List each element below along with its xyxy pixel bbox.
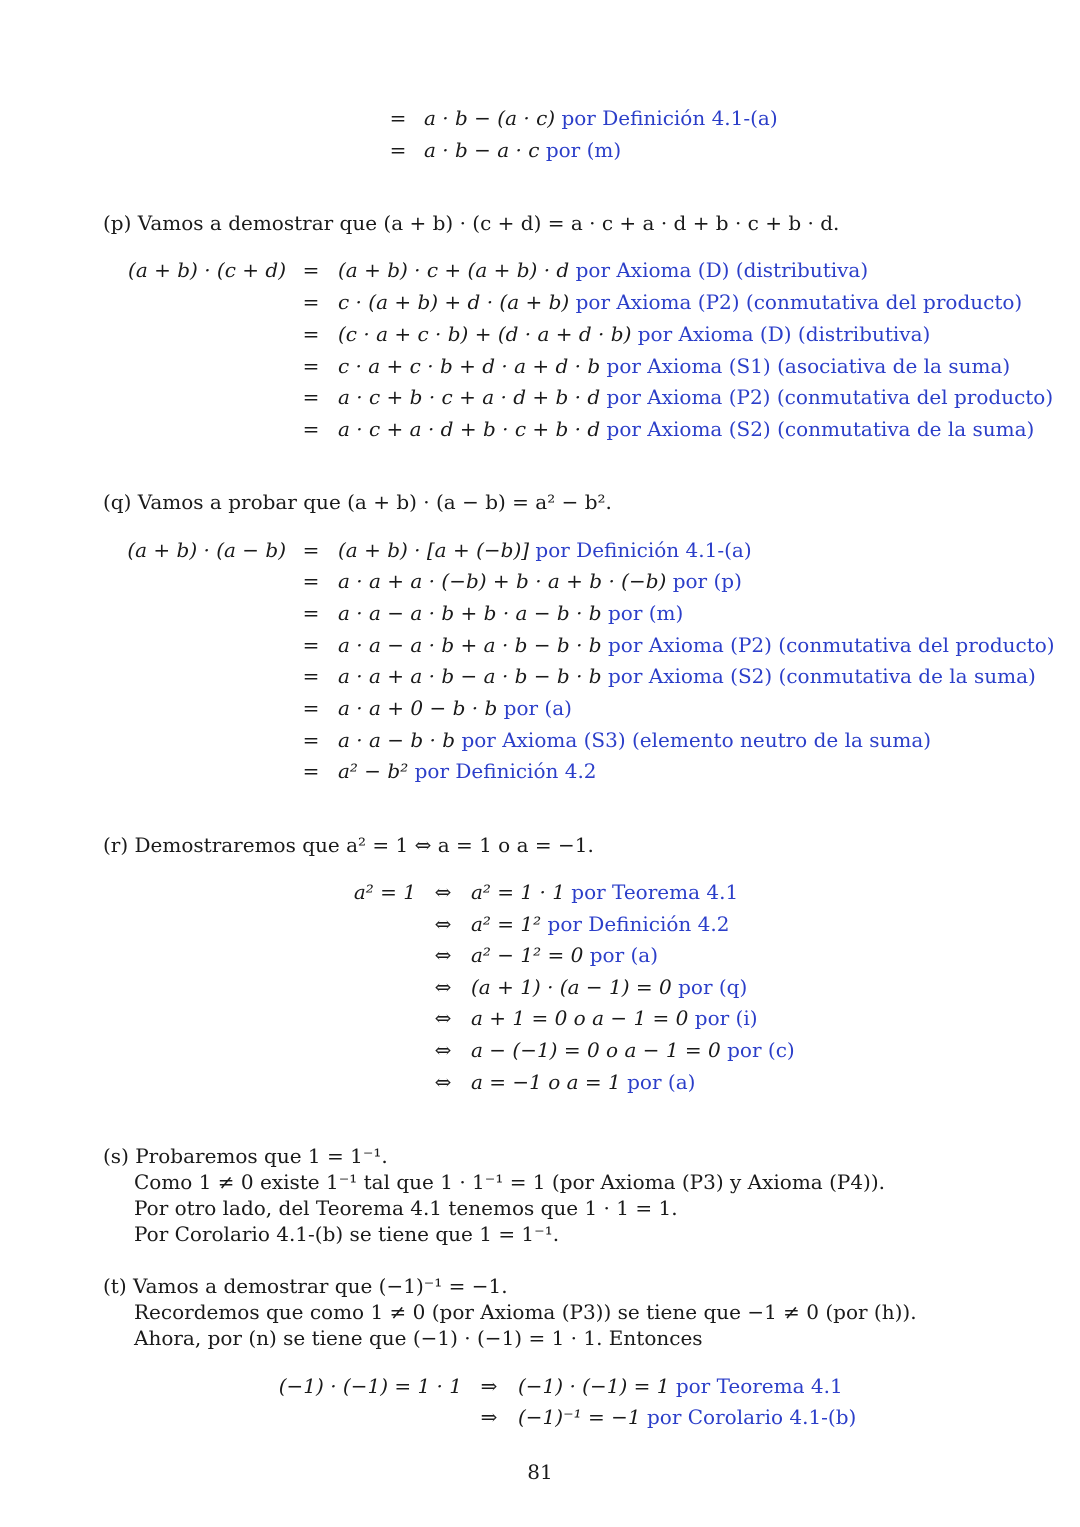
q-op-1: = — [302, 569, 320, 593]
r-row-3: (a + 1) · (a − 1) = 0 por (q) — [471, 975, 748, 999]
r-row-0: a² = 1 · 1 por Teorema 4.1 — [471, 880, 739, 904]
s-line-0: (s) Probaremos que 1 = 1⁻¹. — [103, 1144, 388, 1168]
q-op-4: = — [302, 664, 320, 688]
t-row-1: (−1)⁻¹ = −1 por Corolario 4.1-(b) — [518, 1405, 857, 1429]
p-row-2: (c · a + c · b) + (d · a + d · b) por Axioma (D) (distributiva) — [338, 322, 931, 346]
p-row-4: a · c + b · c + a · d + b · d por Axioma (P2) (conmutativa del producto) — [338, 385, 1054, 409]
p-op-5: = — [302, 417, 320, 441]
page-number: 81 — [527, 1460, 553, 1484]
top-op-1: = — [389, 138, 407, 162]
p-statement: (p) Vamos a demostrar que (a + b) · (c + d) = a · c + a · d + b · c + b · d. — [103, 211, 840, 235]
p-op-4: = — [302, 385, 320, 409]
s-line-3: Por Corolario 4.1-(b) se tiene que 1 = 1⁻¹. — [134, 1222, 560, 1246]
q-row-3: a · a − a · b + a · b − b · b por Axioma (P2) (conmutativa del producto) — [338, 633, 1055, 657]
p-row-1: c · (a + b) + d · (a + b) por Axioma (P2) (conmutativa del producto) — [338, 290, 1023, 314]
s-line-2: Por otro lado, del Teorema 4.1 tenemos que 1 · 1 = 1. — [134, 1196, 678, 1220]
q-row-6: a · a − b · b por Axioma (S3) (elemento neutro de la suma) — [338, 728, 932, 752]
q-op-5: = — [302, 696, 320, 720]
q-op-3: = — [302, 633, 320, 657]
top-row-1: a · b − a · c por (m) — [424, 138, 622, 162]
r-row-4: a + 1 = 0 o a − 1 = 0 por (i) — [471, 1006, 758, 1030]
t-line-1: Recordemos que como 1 ≠ 0 (por Axioma (P3)) se tiene que −1 ≠ 0 (por (h)). — [134, 1300, 917, 1324]
r-op-0: ⇔ — [434, 880, 452, 904]
t-row-0: (−1) · (−1) = 1 por Teorema 4.1 — [518, 1374, 843, 1398]
top-row-0: a · b − (a · c) por Definición 4.1-(a) — [424, 106, 778, 130]
r-op-4: ⇔ — [434, 1006, 452, 1030]
t-line-0: (t) Vamos a demostrar que (−1)⁻¹ = −1. — [103, 1274, 508, 1298]
r-statement: (r) Demostraremos que a² = 1 ⇔ a = 1 o a = −1. — [103, 833, 594, 857]
s-line-1: Como 1 ≠ 0 existe 1⁻¹ tal que 1 · 1⁻¹ = 1 (por Axioma (P3) y Axioma (P4)). — [134, 1170, 886, 1194]
p-row-5: a · c + a · d + b · c + b · d por Axioma (S2) (conmutativa de la suma) — [338, 417, 1035, 441]
p-op-0: = — [302, 258, 320, 282]
p-lhs: (a + b) · (c + d) — [128, 258, 286, 282]
p-row-0: (a + b) · c + (a + b) · d por Axioma (D) (distributiva) — [338, 258, 869, 282]
q-row-0: (a + b) · [a + (−b)] por Definición 4.1-(a) — [338, 538, 752, 562]
r-lhs: a² = 1 — [353, 880, 416, 904]
r-op-1: ⇔ — [434, 912, 452, 936]
r-row-6: a = −1 o a = 1 por (a) — [471, 1070, 696, 1094]
p-op-3: = — [302, 354, 320, 378]
top-op-0: = — [389, 106, 407, 130]
q-statement: (q) Vamos a probar que (a + b) · (a − b) = a² − b². — [103, 490, 612, 514]
q-op-6: = — [302, 728, 320, 752]
q-op-2: = — [302, 601, 320, 625]
r-op-6: ⇔ — [434, 1070, 452, 1094]
r-row-2: a² − 1² = 0 por (a) — [471, 943, 659, 967]
q-lhs: (a + b) · (a − b) — [127, 538, 286, 562]
q-row-4: a · a + a · b − a · b − b · b por Axioma (S2) (conmutativa de la suma) — [338, 664, 1036, 688]
q-op-0: = — [302, 538, 320, 562]
q-op-7: = — [302, 759, 320, 783]
q-row-1: a · a + a · (−b) + b · a + b · (−b) por (p) — [338, 569, 742, 593]
r-row-5: a − (−1) = 0 o a − 1 = 0 por (c) — [471, 1038, 795, 1062]
p-op-1: = — [302, 290, 320, 314]
p-op-2: = — [302, 322, 320, 346]
r-op-5: ⇔ — [434, 1038, 452, 1062]
t-lhs: (−1) · (−1) = 1 · 1 — [278, 1374, 462, 1398]
r-op-2: ⇔ — [434, 943, 452, 967]
q-row-2: a · a − a · b + b · a − b · b por (m) — [338, 601, 684, 625]
r-op-3: ⇔ — [434, 975, 452, 999]
t-op-1: ⇒ — [480, 1405, 498, 1429]
q-row-5: a · a + 0 − b · b por (a) — [338, 696, 572, 720]
t-line-2: Ahora, por (n) se tiene que (−1) · (−1) = 1 · 1. Entonces — [134, 1326, 703, 1350]
t-op-0: ⇒ — [480, 1374, 498, 1398]
q-row-7: a² − b² por Definición 4.2 — [338, 759, 597, 783]
r-row-1: a² = 1² por Definición 4.2 — [471, 912, 730, 936]
p-row-3: c · a + c · b + d · a + d · b por Axioma (S1) (asociativa de la suma) — [338, 354, 1011, 378]
